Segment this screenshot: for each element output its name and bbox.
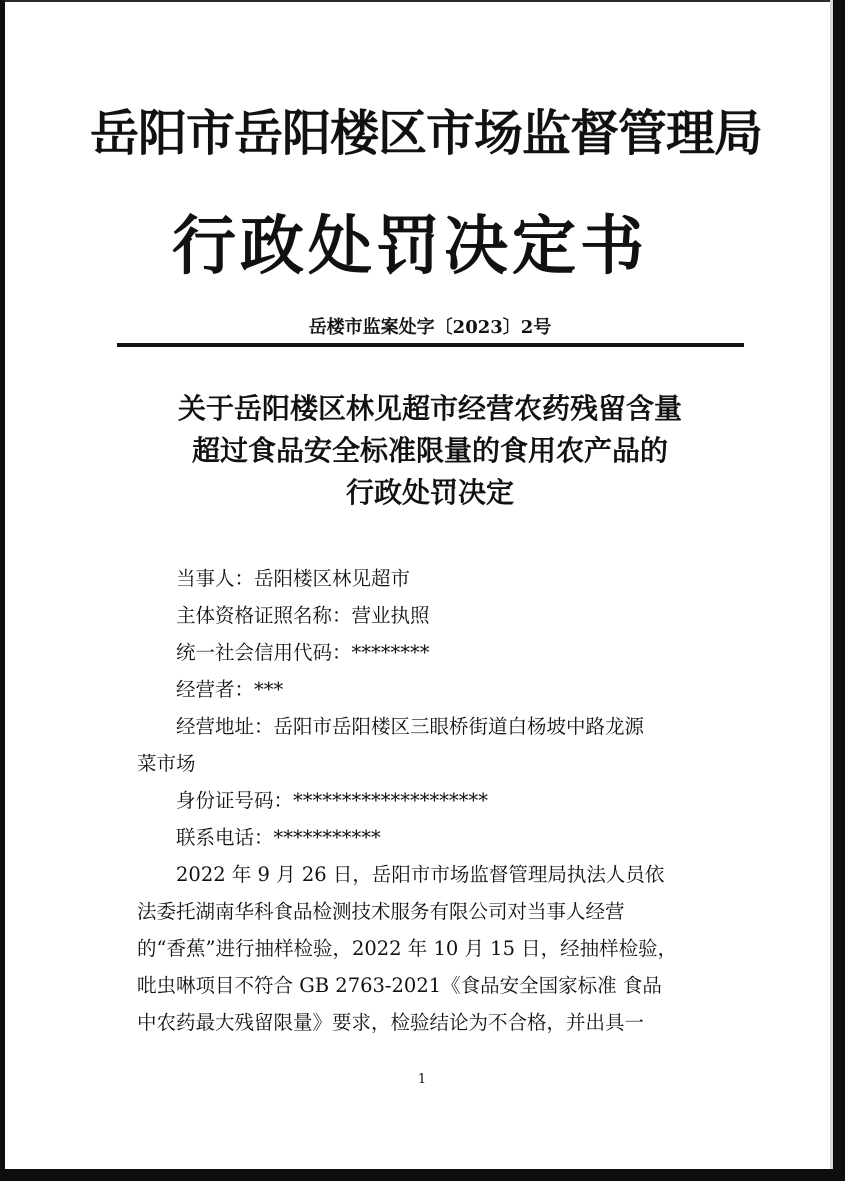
license-line	[137, 597, 727, 634]
facts-line: 中农药最大残留限量》要求，检验结论为不合格，并出具一	[137, 1011, 645, 1034]
id-number-line	[137, 782, 727, 819]
license-value: 营业执照	[351, 604, 430, 627]
document-number: 岳楼市监案处字〔2023〕2号	[308, 317, 552, 338]
address-line	[137, 708, 727, 745]
header-divider	[117, 343, 744, 347]
address-value: 岳阳市岳阳楼区三眼桥街道白杨坡中路龙源	[273, 715, 645, 738]
phone-label: 联系电话：	[176, 826, 274, 849]
address-continuation: 菜市场	[137, 752, 196, 775]
agency-title: 岳阳市岳阳楼区市场监督管理局	[90, 105, 763, 162]
party-name-line	[137, 560, 727, 597]
party-name-label: 当事人：	[176, 567, 255, 590]
credit-code-line	[137, 634, 727, 671]
operator-line	[137, 671, 727, 708]
party-name-value: 岳阳楼区林见超市	[254, 567, 411, 590]
credit-code-label: 统一社会信用代码：	[176, 641, 352, 664]
document-type-title: 行政处罚决定书	[172, 210, 648, 284]
phone-line	[137, 819, 727, 856]
operator-value: ***	[254, 678, 284, 701]
document-body	[137, 560, 727, 1041]
facts-line: 的“香蕉”进行抽样检验，2022 年 10 月 15 日，经抽样检验，	[137, 937, 678, 960]
id-number-value: ********************	[293, 789, 489, 812]
id-number-label: 身份证号码：	[176, 789, 294, 812]
credit-code-value: ********	[351, 641, 430, 664]
scan-edge-right	[833, 0, 845, 1181]
scan-edge-top	[0, 0, 845, 2]
facts-line: 法委托湖南华科食品检测技术服务有限公司对当事人经营	[137, 900, 625, 923]
scan-edge-left	[0, 0, 5, 1181]
address-label: 经营地址：	[176, 715, 274, 738]
decision-subject	[100, 388, 760, 514]
subject-line: 关于岳阳楼区林见超市经营农药残留含量	[177, 392, 682, 425]
phone-value: ***********	[273, 826, 381, 849]
page-number: 1	[417, 1072, 427, 1087]
subject-line: 行政处罚决定	[345, 476, 514, 509]
license-label: 主体资格证照名称：	[176, 604, 352, 627]
operator-label: 经营者：	[176, 678, 255, 701]
scan-edge-bottom	[0, 1169, 845, 1181]
facts-line: 2022 年 9 月 26 日，岳阳市市场监督管理局执法人员依	[176, 863, 665, 886]
subject-line: 超过食品安全标准限量的食用农产品的	[191, 434, 668, 467]
facts-line: 吡虫啉项目不符合 GB 2763-2021《食品安全国家标准 食品	[137, 974, 662, 997]
